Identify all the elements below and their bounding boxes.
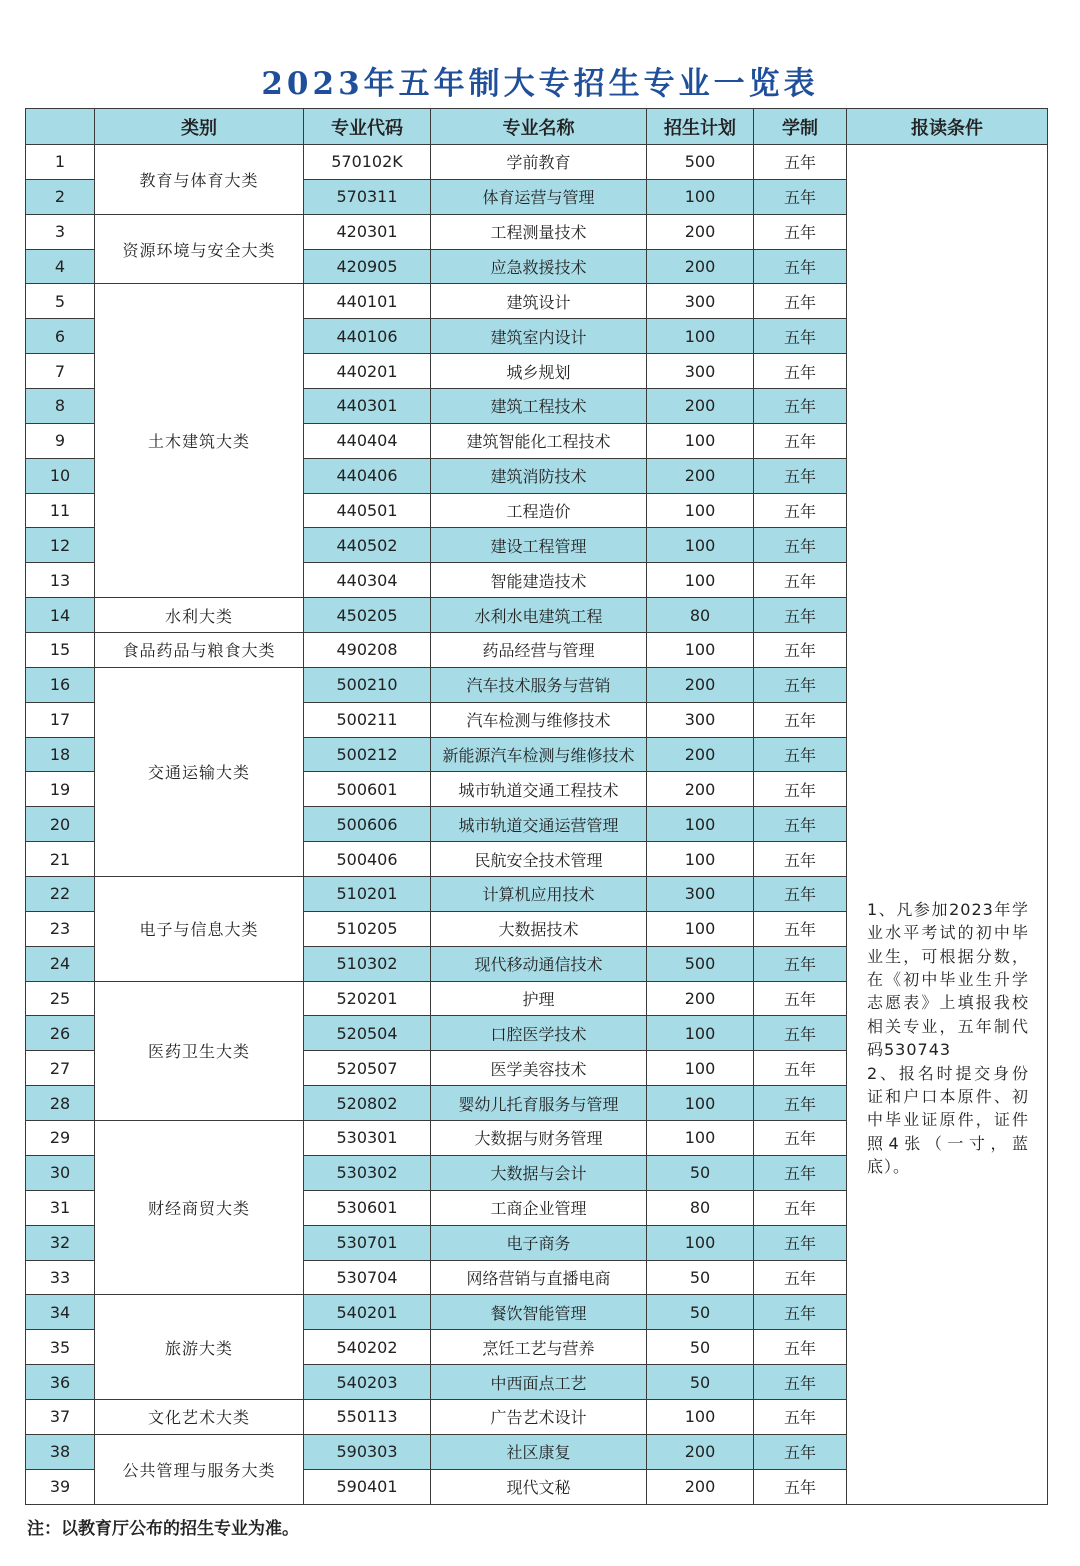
duration: 五年 — [754, 179, 847, 214]
table-body — [26, 145, 1048, 1505]
row-number: 31 — [26, 1190, 95, 1225]
duration: 五年 — [754, 563, 847, 598]
row-number: 4 — [26, 249, 95, 284]
major-name: 药品经营与管理 — [431, 633, 647, 668]
duration: 五年 — [754, 877, 847, 912]
major-code: 440404 — [304, 423, 431, 458]
conditions-cell — [847, 145, 1048, 1505]
enrollment-plan: 200 — [647, 1434, 754, 1469]
row-number: 28 — [26, 1086, 95, 1121]
duration: 五年 — [754, 1225, 847, 1260]
header-code: 专业代码 — [304, 109, 431, 145]
major-name: 护理 — [431, 981, 647, 1016]
major-code: 530601 — [304, 1190, 431, 1225]
duration: 五年 — [754, 528, 847, 563]
duration: 五年 — [754, 284, 847, 319]
duration: 五年 — [754, 702, 847, 737]
condition-item: 1、凡参加2023年学业水平考试的初中毕业生，可根据分数，在《初中毕业生升学志愿表》上填报我校相关专业，五年制代码530743 — [867, 899, 1029, 1060]
header-index — [26, 109, 95, 145]
enrollment-plan: 500 — [647, 145, 754, 180]
enrollment-plan: 100 — [647, 1016, 754, 1051]
duration: 五年 — [754, 981, 847, 1016]
enrollment-plan: 200 — [647, 214, 754, 249]
table-header-row — [26, 109, 1048, 145]
header-conditions: 报读条件 — [847, 109, 1048, 145]
major-name: 工程测量技术 — [431, 214, 647, 249]
major-name: 中西面点工艺 — [431, 1365, 647, 1400]
major-name: 城乡规划 — [431, 354, 647, 389]
major-code: 520201 — [304, 981, 431, 1016]
duration: 五年 — [754, 145, 847, 180]
enrollment-plan: 300 — [647, 702, 754, 737]
enrollment-plan: 100 — [647, 423, 754, 458]
enrollment-plan: 50 — [647, 1260, 754, 1295]
duration: 五年 — [754, 737, 847, 772]
header-category: 类别 — [95, 109, 304, 145]
category-cell: 水利大类 — [95, 598, 304, 633]
footnote: 注：以教育厅公布的招生专业为准。 — [27, 1519, 299, 1539]
major-name: 烹饪工艺与营养 — [431, 1330, 647, 1365]
duration: 五年 — [754, 1086, 847, 1121]
enrollment-plan: 100 — [647, 563, 754, 598]
major-code: 530704 — [304, 1260, 431, 1295]
major-code: 530701 — [304, 1225, 431, 1260]
row-number: 16 — [26, 667, 95, 702]
major-code: 550113 — [304, 1399, 431, 1434]
category-cell: 食品药品与粮食大类 — [95, 633, 304, 668]
major-code: 500406 — [304, 842, 431, 877]
major-code: 440101 — [304, 284, 431, 319]
major-code: 440201 — [304, 354, 431, 389]
major-code: 530301 — [304, 1121, 431, 1156]
duration: 五年 — [754, 1155, 847, 1190]
major-name: 建筑工程技术 — [431, 389, 647, 424]
row-number: 17 — [26, 702, 95, 737]
major-name: 婴幼儿托育服务与管理 — [431, 1086, 647, 1121]
row-number: 27 — [26, 1051, 95, 1086]
major-code: 440106 — [304, 319, 431, 354]
major-code: 520507 — [304, 1051, 431, 1086]
row-number: 32 — [26, 1225, 95, 1260]
major-code: 500212 — [304, 737, 431, 772]
major-code: 510205 — [304, 911, 431, 946]
enrollment-plan: 50 — [647, 1365, 754, 1400]
major-name: 学前教育 — [431, 145, 647, 180]
row-number: 6 — [26, 319, 95, 354]
duration: 五年 — [754, 319, 847, 354]
enrollment-plan: 100 — [647, 842, 754, 877]
enrollment-plan: 100 — [647, 319, 754, 354]
duration: 五年 — [754, 772, 847, 807]
duration: 五年 — [754, 911, 847, 946]
enrollment-plan: 200 — [647, 772, 754, 807]
row-number: 37 — [26, 1399, 95, 1434]
major-name: 社区康复 — [431, 1434, 647, 1469]
row-number: 29 — [26, 1121, 95, 1156]
enrollment-plan: 50 — [647, 1295, 754, 1330]
duration: 五年 — [754, 1434, 847, 1469]
header-duration: 学制 — [754, 109, 847, 145]
category-cell: 公共管理与服务大类 — [95, 1434, 304, 1504]
major-code: 510302 — [304, 946, 431, 981]
duration: 五年 — [754, 946, 847, 981]
enrollment-plan: 100 — [647, 1051, 754, 1086]
duration: 五年 — [754, 1121, 847, 1156]
major-code: 500211 — [304, 702, 431, 737]
enrollment-plan: 200 — [647, 389, 754, 424]
majors-table — [25, 108, 1048, 1505]
major-name: 现代移动通信技术 — [431, 946, 647, 981]
major-name: 大数据与会计 — [431, 1155, 647, 1190]
duration: 五年 — [754, 1365, 847, 1400]
category-cell: 交通运输大类 — [95, 667, 304, 876]
major-name: 建筑室内设计 — [431, 319, 647, 354]
category-cell: 电子与信息大类 — [95, 877, 304, 982]
category-cell: 医药卫生大类 — [95, 981, 304, 1120]
row-number: 3 — [26, 214, 95, 249]
enrollment-plan: 80 — [647, 1190, 754, 1225]
major-code: 500606 — [304, 807, 431, 842]
major-code: 490208 — [304, 633, 431, 668]
row-number: 36 — [26, 1365, 95, 1400]
major-name: 广告艺术设计 — [431, 1399, 647, 1434]
row-number: 11 — [26, 493, 95, 528]
major-code: 570311 — [304, 179, 431, 214]
category-cell: 旅游大类 — [95, 1295, 304, 1400]
major-code: 520802 — [304, 1086, 431, 1121]
major-code: 440406 — [304, 458, 431, 493]
major-code: 540203 — [304, 1365, 431, 1400]
enrollment-plan: 300 — [647, 354, 754, 389]
row-number: 10 — [26, 458, 95, 493]
major-code: 570102K — [304, 145, 431, 180]
enrollment-plan: 50 — [647, 1155, 754, 1190]
enrollment-plan: 100 — [647, 911, 754, 946]
enrollment-plan: 200 — [647, 667, 754, 702]
duration: 五年 — [754, 1190, 847, 1225]
major-name: 体育运营与管理 — [431, 179, 647, 214]
row-number: 24 — [26, 946, 95, 981]
duration: 五年 — [754, 493, 847, 528]
enrollment-plan: 200 — [647, 981, 754, 1016]
major-name: 医学美容技术 — [431, 1051, 647, 1086]
row-number: 1 — [26, 145, 95, 180]
major-code: 530302 — [304, 1155, 431, 1190]
row-number: 20 — [26, 807, 95, 842]
enrollment-plan: 200 — [647, 458, 754, 493]
conditions-text — [847, 470, 1047, 1179]
major-name: 大数据技术 — [431, 911, 647, 946]
major-code: 500601 — [304, 772, 431, 807]
row-number: 35 — [26, 1330, 95, 1365]
row-number: 5 — [26, 284, 95, 319]
category-cell: 资源环境与安全大类 — [95, 214, 304, 284]
enrollment-plan: 100 — [647, 493, 754, 528]
duration: 五年 — [754, 214, 847, 249]
condition-item: 2、报名时提交身份证和户口本原件、初中毕业证原件，证件照4张（一寸，蓝底）。 — [867, 1063, 1029, 1177]
major-name: 建筑设计 — [431, 284, 647, 319]
row-number: 22 — [26, 877, 95, 912]
enrollment-plan: 300 — [647, 284, 754, 319]
enrollment-plan: 500 — [647, 946, 754, 981]
enrollment-plan: 100 — [647, 179, 754, 214]
duration: 五年 — [754, 249, 847, 284]
major-name: 网络营销与直播电商 — [431, 1260, 647, 1295]
major-name: 应急救援技术 — [431, 249, 647, 284]
category-cell: 文化艺术大类 — [95, 1399, 304, 1434]
major-code: 440502 — [304, 528, 431, 563]
major-name: 城市轨道交通运营管理 — [431, 807, 647, 842]
major-code: 420301 — [304, 214, 431, 249]
duration: 五年 — [754, 842, 847, 877]
row-number: 12 — [26, 528, 95, 563]
major-name: 建筑智能化工程技术 — [431, 423, 647, 458]
row-number: 30 — [26, 1155, 95, 1190]
major-name: 口腔医学技术 — [431, 1016, 647, 1051]
major-name: 建设工程管理 — [431, 528, 647, 563]
major-code: 440304 — [304, 563, 431, 598]
major-name: 智能建造技术 — [431, 563, 647, 598]
row-number: 39 — [26, 1469, 95, 1504]
category-cell: 财经商贸大类 — [95, 1121, 304, 1295]
major-name: 工商企业管理 — [431, 1190, 647, 1225]
enrollment-plan: 300 — [647, 877, 754, 912]
header-major-name: 专业名称 — [431, 109, 647, 145]
major-name: 大数据与财务管理 — [431, 1121, 647, 1156]
category-cell: 教育与体育大类 — [95, 145, 304, 215]
enrollment-plan: 100 — [647, 1086, 754, 1121]
major-name: 新能源汽车检测与维修技术 — [431, 737, 647, 772]
row-number: 23 — [26, 911, 95, 946]
major-code: 520504 — [304, 1016, 431, 1051]
duration: 五年 — [754, 1469, 847, 1504]
enrollment-plan: 100 — [647, 1399, 754, 1434]
major-name: 汽车检测与维修技术 — [431, 702, 647, 737]
page-title: 2023年五年制大专招生专业一览表 — [261, 66, 819, 102]
major-name: 现代文秘 — [431, 1469, 647, 1504]
row-number: 15 — [26, 633, 95, 668]
major-name: 民航安全技术管理 — [431, 842, 647, 877]
major-name: 工程造价 — [431, 493, 647, 528]
major-code: 420905 — [304, 249, 431, 284]
duration: 五年 — [754, 667, 847, 702]
row-number: 9 — [26, 423, 95, 458]
duration: 五年 — [754, 1016, 847, 1051]
duration: 五年 — [754, 389, 847, 424]
row-number: 26 — [26, 1016, 95, 1051]
duration: 五年 — [754, 1260, 847, 1295]
major-code: 540202 — [304, 1330, 431, 1365]
duration: 五年 — [754, 458, 847, 493]
duration: 五年 — [754, 423, 847, 458]
row-number: 2 — [26, 179, 95, 214]
row-number: 19 — [26, 772, 95, 807]
duration: 五年 — [754, 598, 847, 633]
duration: 五年 — [754, 354, 847, 389]
duration: 五年 — [754, 1295, 847, 1330]
row-number: 38 — [26, 1434, 95, 1469]
row-number: 34 — [26, 1295, 95, 1330]
enrollment-plan: 100 — [647, 633, 754, 668]
duration: 五年 — [754, 1330, 847, 1365]
major-name: 计算机应用技术 — [431, 877, 647, 912]
row-number: 13 — [26, 563, 95, 598]
duration: 五年 — [754, 633, 847, 668]
major-code: 590401 — [304, 1469, 431, 1504]
enrollment-plan: 200 — [647, 1469, 754, 1504]
enrollment-plan: 200 — [647, 249, 754, 284]
major-name: 城市轨道交通工程技术 — [431, 772, 647, 807]
duration: 五年 — [754, 807, 847, 842]
row-number: 33 — [26, 1260, 95, 1295]
enrollment-plan: 100 — [647, 807, 754, 842]
major-code: 440301 — [304, 389, 431, 424]
major-code: 440501 — [304, 493, 431, 528]
row-number: 8 — [26, 389, 95, 424]
row-number: 14 — [26, 598, 95, 633]
major-name: 建筑消防技术 — [431, 458, 647, 493]
major-code: 540201 — [304, 1295, 431, 1330]
enrollment-plan: 100 — [647, 528, 754, 563]
row-number: 21 — [26, 842, 95, 877]
row-number: 25 — [26, 981, 95, 1016]
table-row — [26, 145, 1048, 180]
row-number: 18 — [26, 737, 95, 772]
duration: 五年 — [754, 1051, 847, 1086]
major-code: 510201 — [304, 877, 431, 912]
major-code: 590303 — [304, 1434, 431, 1469]
enrollment-plan: 50 — [647, 1330, 754, 1365]
major-code: 500210 — [304, 667, 431, 702]
enrollment-plan: 200 — [647, 737, 754, 772]
row-number: 7 — [26, 354, 95, 389]
major-name: 水利水电建筑工程 — [431, 598, 647, 633]
major-name: 电子商务 — [431, 1225, 647, 1260]
category-cell: 土木建筑大类 — [95, 284, 304, 598]
enrollment-plan: 100 — [647, 1225, 754, 1260]
enrollment-plan: 80 — [647, 598, 754, 633]
duration: 五年 — [754, 1399, 847, 1434]
major-name: 餐饮智能管理 — [431, 1295, 647, 1330]
major-code: 450205 — [304, 598, 431, 633]
header-plan: 招生计划 — [647, 109, 754, 145]
major-name: 汽车技术服务与营销 — [431, 667, 647, 702]
enrollment-plan: 100 — [647, 1121, 754, 1156]
